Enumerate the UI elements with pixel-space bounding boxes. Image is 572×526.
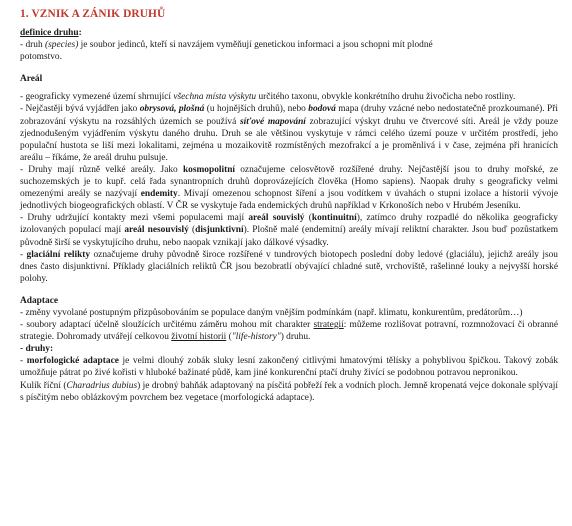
page-title: 1. VZNIK A ZÁNIK DRUHŮ <box>20 8 166 20</box>
areal-paragraph-3: - Druhy mají různě velké areály. Jako kosmopolitní označujeme celosvětově rozšířené druhy. Nejčastější jsou to druhy mořské, ze suchozemských je to kupř. celá řada synantropních druhů doprovázejících člověka (Homo sapiens). Naopak druhy s geograficky velmi omezenými areály se nazývají endemity. Mívají omezenou schopnost šíření a jsou vodítkem v úvahách o stupni izolace a historii vývoje jednotlivých biogeografických oblastí. V ČR se vyskytuje řada endemických druhů například v Krkonoších nebo v Hrubém Jeseníku. <box>20 164 558 212</box>
definition-heading: definice druhu: <box>20 28 82 38</box>
areal-paragraph-5: - glaciální relikty označujeme druhy původně široce rozšířené v tundrových biotopech poslední doby ledové (glaciálu), jejichž areály jsou dnes často disjunktivní. Příklady glaciálních reliktů ČR jsou bezobratlí obývající chladné sutě, vrchoviště, rašelinné louky a nejvyšší horské polohy. <box>20 249 558 284</box>
adaptace-druhy-label: - druhy: <box>20 344 54 355</box>
areal-paragraph-2: - Nejčastěji bývá vyjádřen jako obrysová, plošná (u hojnějších druhů), nebo bodová mapa (druhy vzácné nebo nedostatečně prozkoumané). Při zobrazování výskytu na rozsáhlých územích se používá síťové mapování zobrazující výskyt druhu ve čtvercové síti. Areál je vždy pouze zjednodušeným vyjádřením výskytu daného druhu. Druh se ale většinou vyskytuje v rámci celého území pouze v určitém prostředí, jeho populační hustota se liší mezi lokalitami, zejména u mozaikovitě rozmístěných mezofrakcí a je proměnlivá i v čase, zejména při hranicích areálu – říkáme, že areál druhu pulsuje. <box>20 104 559 163</box>
areal-paragraph-4: - Druhy udržující kontakty mezi všemi populacemi mají areál souvislý (kontinuitní), zatímco druhy rozpadlé do několika geograficky izolovaných populací mají areál nesouvislý (disjunktivní). Plošně malé (endemitní) areály mívají reliktní charakter. Jsou buď pozůstatkem původně širší se vyskytujícího druhu, nebo naopak vznikají jako dálkové výsadky. <box>20 213 558 248</box>
definition-heading-text: definice druhu <box>20 28 79 38</box>
adaptace-paragraph-1: - změny vyvolané postupným přizpůsobováním se populace daným vnějším podmínkám (např. klimatu, konkurentům, predátorům…) <box>20 307 523 318</box>
definition-text: - druh (species) je soubor jedinců, kteří si navzájem vyměňují genetickou informaci a jsou schopni mít plodné potomstvo. <box>20 40 433 63</box>
section-heading-areal: Areál <box>20 74 43 85</box>
adaptace-paragraph-2: - soubory adaptací účelně sloužících určitému záměru mohou mít charakter strategií: můžeme rozlišovat potravní, rozmnožovací či obranné strategie. Dohromady utvářejí celkovou životní historii ("life-history") druhu. <box>20 320 558 343</box>
adaptace-paragraph-4: Kulík říční (Charadrius dubius) je drobný bahňák adaptovaný na písčitá pobřeží řek a vodních ploch. Jemně kropenatá vejce dokonale splývají s písčitým nebo oblázkovým povrchem bez vegetace (morfologická adaptace). <box>20 380 558 403</box>
section-heading-adaptace: Adaptace <box>20 295 59 306</box>
adaptace-paragraph-3: - morfologické adaptace je velmi dlouhý zobák sluky lesní zakončený citlivými hmatovými tělísky a pohyblivou špičkou. Takový zobák umožňuje pátrat po živé kořisti v hluboké bažinaté půdě, kam jiné konkurenční ptačí druhy živící se podobnou potravou nepronikou. <box>20 356 559 379</box>
areal-paragraph-1: - geograficky vymezené území shrnující všechna místa výskytu určitého taxonu, obvykle konkrétního druhu živočicha nebo rostliny. <box>20 92 516 103</box>
